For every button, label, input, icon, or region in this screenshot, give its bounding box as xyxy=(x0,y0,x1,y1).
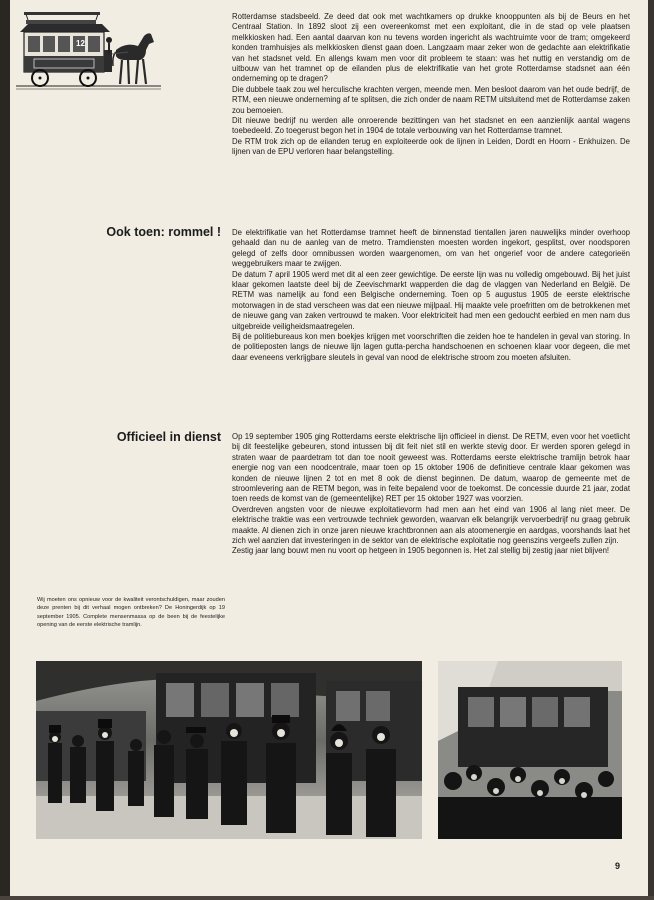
opening-day-photo-right xyxy=(438,661,622,839)
paragraph: Dit nieuwe bedrijf nu werden alle onroerende bezittingen van het stadsnet en een aanzienlijk aantal wagens toebedeeld. Zo toegerust begon het in 1904 de totale verbouwing van het Rotterdamse tramnet. xyxy=(232,116,630,136)
paragraph: De elektrifikatie van het Rotterdamse tramnet heeft de binnenstad tientallen jaren nauwelijks minder overhoop gehaald dan nu de aanleg van de metro. Tramdiensten moesten worden ingekort, gesplitst, over noodsporen gelegd of zelfs door omnibussen worden waargenomen, om van het ongerief voor de andere categorieën weggebruikers maar te zwijgen. xyxy=(232,228,630,269)
paragraph: Zestig jaar lang bouwt men nu voort op hetgeen in 1905 begonnen is. Het zal stellig bij zestig jaar niet blijven! xyxy=(232,546,610,556)
paragraph: Op 19 september 1905 ging Rotterdams eerste elektrische lijn officieel in dienst. De RETM, even voor het voetlicht bij dit feestelijke gebeuren, stond intussen bij dit feit niet stil en werkte stevig door. Er werden sporen gelegd in straten waar de paardetram tot dan toe nooit geweest was. Rotterdams eerste elektrische tramlijn betrok haar energie nog van een noodcentrale, maar toen op 15 oktober 1906 de definitieve centrale klaar gekomen was konden de nieuwe lijnen 2 tot en met 8 ook de dienst beginnen. De datum, waarop de gemeente met de stroomlevering aan de RETM begon, was in feite bepalend voor de toekomst. De concessie duurde 21 jaar, zodat toen reeds de komst van de (gemeentelijke) RET per 15 oktober 1927 was voorzien. xyxy=(232,432,630,504)
paragraph: De datum 7 april 1905 werd met dit al een zeer gewichtige. De eerste lijn was nu volledig omgebouwd. Bij het juist klaar gekomen laatste deel bij de Zeevischmarkt wapperden die dag de vlaggen van Nederland en België. De RETM was namelijk au fond een Belgische onderneming. Toen op 5 augustus 1905 de eerste elektrische motorwagen in de stad verscheen was dat een nieuwe mijlpaal. Hij maakte vele proefritten om de betrokkenen met de nieuwe gang van zaken vertrouwd te maken. Voor elektriciteit had men een gedoucht eerbied en men nam dus uitgebreide veiligheidsmaatregelen. xyxy=(232,269,630,331)
horse-tram-illustration xyxy=(16,10,161,92)
paragraph: Die dubbele taak zou wel herculische krachten vergen, meende men. Men besloot daarom van het oude bedrijf, de RTM, een nieuwe onderneming af te splitsen, die zich onder de naam RETM uitsluitend met de Rotterdamse zaken zou bemoeien. xyxy=(232,84,630,115)
opening-day-photo-left xyxy=(36,661,422,839)
paragraph: De RTM trok zich op de eilanden terug en exploiteerde ook de lijnen in Leiden, Dordt en Hoorn - Enkhuizen. De lijnen van de EPU verloren haar belangstelling. xyxy=(232,136,630,157)
paragraph: Rotterdamse stadsbeeld. Ze deed dat ook met wachtkamers op drukke knooppunten als bij de Beurs en het Centraal Station. In 1892 sloot zij een overeenkomst met een exploitant, die in de stad op vele plaatsen melkkiosken had. Een aantal daarvan kon nu tevens worden ingericht als wachtruimte voor de tram; omgekeerd konden tramhuisjes als melkkiosken dienst gaan doen. Langzaam maar zeker won de gedachte aan elektrifikatie van het stadsnet veld. En allengs kwam men voor dit probleem te staan: was het nuttig en verstandig om de uitbouw van het tramnet op de eilanden plus de elektrifikatie van het grote Rotterdamse stadsnet aan één onderneming op te dragen? xyxy=(232,12,630,84)
page-number: 9 xyxy=(615,861,621,871)
intro-text-column xyxy=(232,12,630,158)
paragraph: Bij de politiebureaus kon men boekjes krijgen met voorschriften die zeiden hoe te handelen in geval van storing. In de politieposten langs de nieuwe lijn lagen gutta-percha handschoenen en schoenen klaar voor degeen, die met daar eveneens verkrijgbare sleutels in geval van nood de elektrische stroom zou moeten afsluiten. xyxy=(232,332,630,362)
paragraph: Overdreven angsten voor de nieuwe exploitatievorm had men aan het eind van 1906 al lang niet meer. De elektrische traktie was een vertrouwde techniek geworden, waarvan elk belangrijk vervoerbedrijf nu graag gebruik maakte. Al dienen zich in onze jaren nieuwe krachtbronnen aan als atoomenergie en aardgas, voorshands laat het zich wel aanzien dat investeringen in de sektor van de elektrische exploitatie nog geenszins vergeefs zullen zijn. xyxy=(232,504,630,546)
section-rommel-text xyxy=(232,228,630,363)
tram-number-label: 12 xyxy=(76,39,85,48)
page-bottom-edge xyxy=(0,896,654,900)
page-binding-edge xyxy=(0,0,10,900)
section-heading-officieel: Officieel in dienst xyxy=(116,430,221,444)
page-right-edge xyxy=(648,0,654,900)
photo-caption: Wij moeten ons opnieuw voor de kwaliteit verontschuldigen, maar zouden deze prenten bij dit verhaal mogen ontbreken? De Honingerdijk op 19 september 1905. Complete mensenmassa op de been bij de feestelijke opening van de eerste elektrische tramlijn. xyxy=(37,597,225,628)
section-heading-rommel: Ook toen: rommel ! xyxy=(106,225,221,239)
section-officieel-text xyxy=(232,432,630,557)
